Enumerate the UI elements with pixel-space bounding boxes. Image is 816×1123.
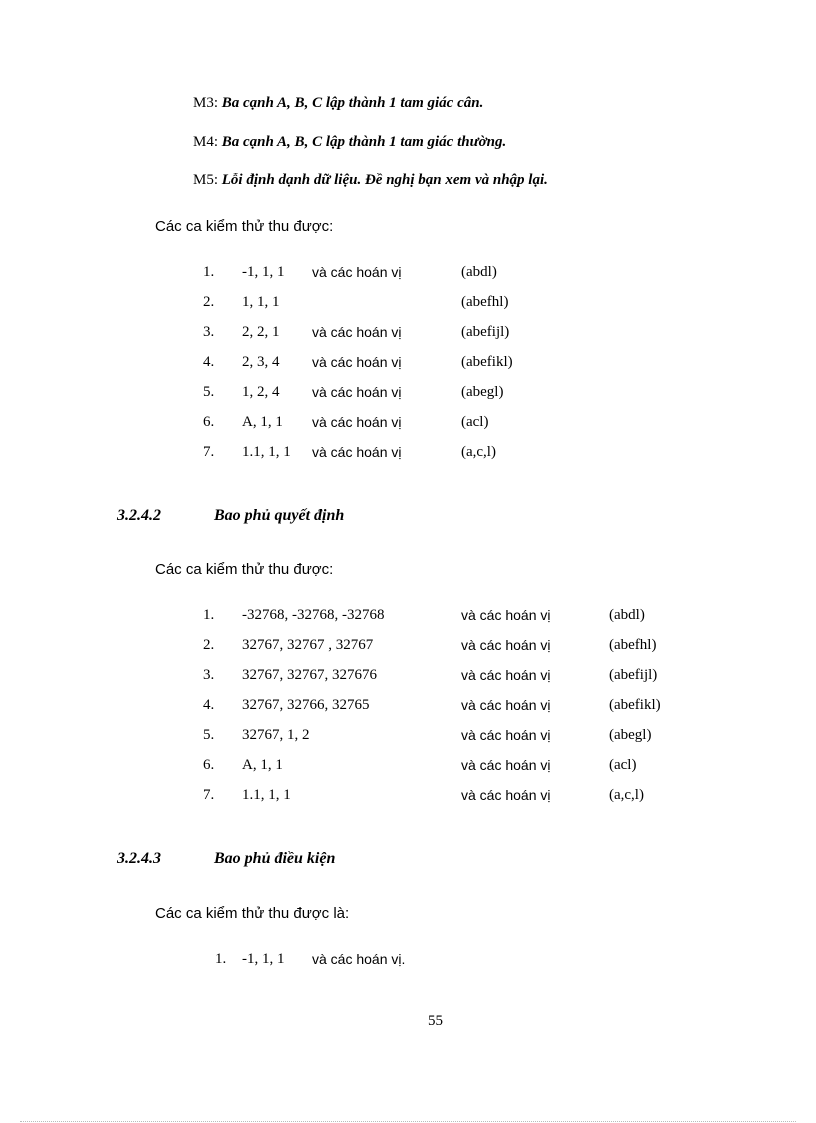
item-number: 6. [203,757,215,773]
item-number: 7. [203,787,215,803]
item-number: 5. [203,727,215,743]
item-input: 1, 1, 1 [242,294,280,310]
page-bottom-divider [20,1121,796,1122]
message-text: Ba cạnh A, B, C lập thành 1 tam giác thường. [221,134,507,150]
item-number: 4. [203,354,215,370]
item-number: 1. [203,607,215,623]
section-title: Bao phủ quyết định [214,507,345,524]
item-permutation: và các hoán vị [461,757,551,773]
item-path: (acl) [461,414,489,430]
item-input: -32768, -32768, -32768 [242,607,385,623]
item-path: (abefhl) [461,294,509,310]
message-m3 [193,95,483,112]
item-path: (abefijl) [461,324,510,340]
item-input: 32767, 1, 2 [242,727,310,743]
message-text: Lỗi định dạnh dữ liệu. Đề nghị bạn xem và nhập lại. [221,172,548,188]
item-path: (abefhl) [609,637,657,653]
item-permutation: và các hoán vị [312,264,402,280]
item-permutation: và các hoán vị [461,607,551,623]
item-permutation: và các hoán vị [461,697,551,713]
item-number: 1. [215,951,227,967]
section-number: 3.2.4.2 [117,507,161,524]
section-number: 3.2.4.3 [117,850,161,867]
item-permutation: và các hoán vị [461,667,551,683]
item-number: 3. [203,324,215,340]
item-path: (abegl) [609,727,652,743]
message-m4 [193,134,506,151]
item-permutation: và các hoán vị [461,727,551,743]
item-permutation: và các hoán vị [312,324,402,340]
item-path: (abdl) [609,607,645,623]
item-input: 32767, 32767, 327676 [242,667,377,683]
item-path: (abefijl) [609,667,658,683]
item-number: 2. [203,294,215,310]
item-permutation: và các hoán vị [312,444,402,460]
message-code: M5: [193,172,219,188]
item-permutation: và các hoán vị [461,787,551,803]
item-input: 32767, 32767 , 32767 [242,637,374,653]
intro-paragraph-3: Các ca kiểm thử thu được là: [155,905,350,922]
item-path: (abegl) [461,384,504,400]
item-permutation: và các hoán vị [312,384,402,400]
message-code: M3: [193,95,219,111]
item-input: 1, 2, 4 [242,384,280,400]
item-path: (abefikl) [609,697,661,713]
item-input: 1.1, 1, 1 [242,787,291,803]
item-input: A, 1, 1 [242,757,283,773]
message-text: Ba cạnh A, B, C lập thành 1 tam giác cân. [221,95,484,111]
item-input: -1, 1, 1 [242,951,285,967]
item-input: A, 1, 1 [242,414,283,430]
item-path: (abefikl) [461,354,513,370]
item-path: (abdl) [461,264,497,280]
intro-paragraph-1: Các ca kiểm thử thu được: [155,218,334,235]
page-number: 55 [428,1013,443,1029]
item-number: 2. [203,637,215,653]
item-number: 4. [203,697,215,713]
item-permutation: và các hoán vị [312,414,402,430]
item-number: 3. [203,667,215,683]
item-input: 2, 3, 4 [242,354,280,370]
item-path: (acl) [609,757,637,773]
item-number: 7. [203,444,215,460]
item-input: -1, 1, 1 [242,264,285,280]
item-input: 1.1, 1, 1 [242,444,291,460]
item-number: 6. [203,414,215,430]
item-path: (a,c,l) [609,787,644,803]
message-m5 [193,172,548,189]
item-permutation: và các hoán vị [312,354,402,370]
intro-paragraph-2: Các ca kiểm thử thu được: [155,561,334,578]
item-number: 1. [203,264,215,280]
item-permutation: và các hoán vị. [312,951,406,967]
message-code: M4: [193,134,219,150]
item-path: (a,c,l) [461,444,496,460]
item-number: 5. [203,384,215,400]
item-permutation: và các hoán vị [461,637,551,653]
item-input: 2, 2, 1 [242,324,280,340]
section-title: Bao phủ điều kiện [214,850,336,867]
item-input: 32767, 32766, 32765 [242,697,370,713]
